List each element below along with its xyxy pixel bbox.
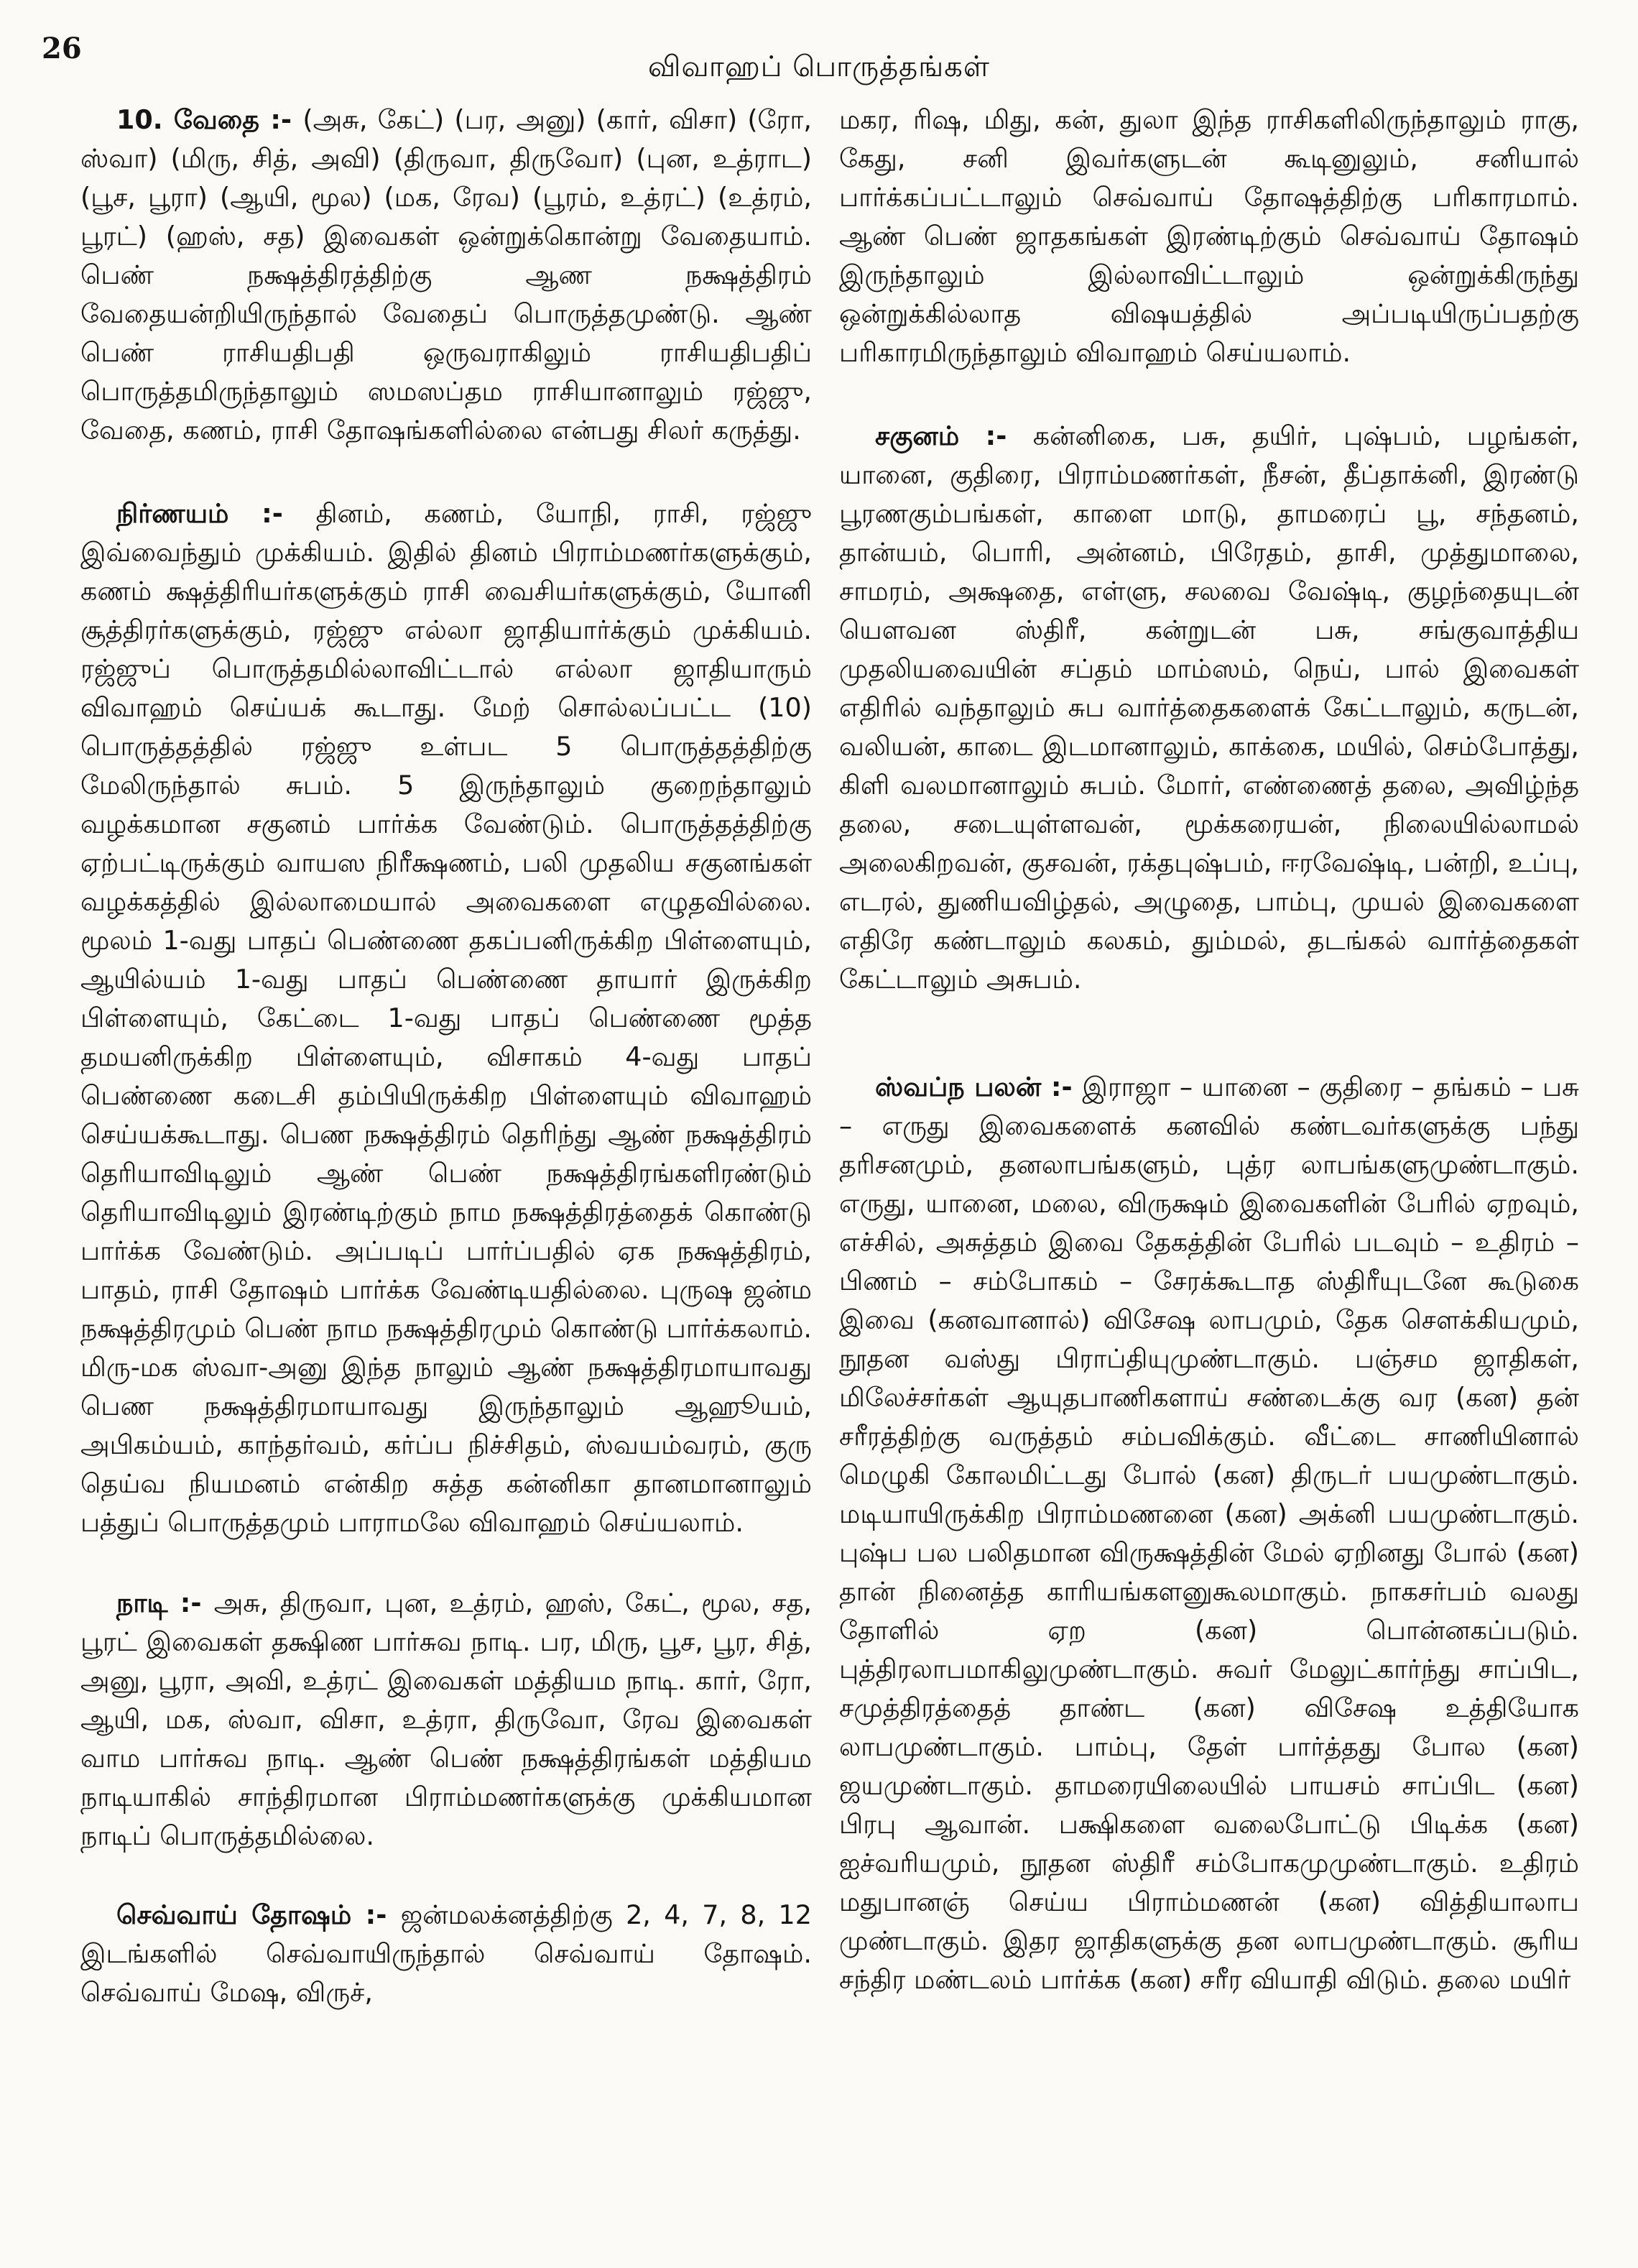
paragraph-text: ஜன்மலக்னத்திற்கு 2, 4, 7, 8, 12 இடங்களில் செவ்வாயிருந்தால் செவ்வாய் தோஷம். செவ்வாய் மேஷ, விருச், (80, 1899, 812, 2008)
paragraph-text: தினம், கணம், யோநி, ராசி, ரஜ்ஜு இவ்வைந்தும் முக்கியம். இதில் தினம் பிராம்மணர்களுக்கும், கணம் க்ஷத்திரியர்களுக்கும் ராசி வைசியர்களுக்கும், யோனி சூத்திரர்களுக்கும், ரஜ்ஜு எல்லா ஜாதியார்க்கும் முக்கியம். ரஜ்ஜுப் பொருத்தமில்லாவிட்டால் எல்லா ஜாதியாரும் விவாஹம் செய்யக் கூடாது. மேற் சொல்லப்பட்ட (10) பொருத்தத்தில் ரஜ்ஜு உள்பட 5 பொருத்தத்திற்கு மேலிருந்தால் சுபம். 5 இருந்தாலும் குறைந்தாலும் வழக்கமான சகுனம் பார்க்க வேண்டும். பொருத்தத்திற்கு ஏற்பட்டிருக்கும் வாயஸ நிரீக்ஷணம், பலி முதலிய சகுனங்கள் வழக்கத்தில் இல்லாமையால் அவைகளை எழுதவில்லை. மூலம் 1-வது பாதப் பெண்ணை தகப்பனிருக்கிற பிள்ளையும், ஆயில்யம் 1-வது பாதப் பெண்ணை தாயார் இருக்கிற பிள்ளையும், கேட்டை 1-வது பாதப் பெண்ணை மூத்த தமயனிருக்கிற பிள்ளையும், விசாகம் 4-வது பாதப் பெண்ணை கடைசி தம்பியிருக்கிற பிள்ளையும் விவாஹம் செய்யக்கூடாது. பெண நக்ஷத்திரம் தெரிந்து ஆண் நக்ஷத்திரம் தெரியாவிடிலும் ஆண் பெண் நக்ஷத்திரங்களிரண்டும் தெரியாவிடிலும் இரண்டிற்கும் நாம நக்ஷத்திரத்தைக் கொண்டு பார்க்க வேண்டும். அப்படிப் பார்ப்பதில் ஏக நக்ஷத்திரம், பாதம், ராசி தோஷம் பார்க்க வேண்டியதில்லை. புருஷ ஜன்ம நக்ஷத்திரமும் பெண் நாம நக்ஷத்திரமும் கொண்டு பார்க்கலாம். மிரு-மக ஸ்வா-அனு இந்த நாலும் ஆண் நக்ஷத்திரமாயாவது பெண நக்ஷத்திரமாயாவது இருந்தாலும் ஆஹூயம், அபிகம்யம், காந்தர்வம், கர்ப்ப நிச்சிதம், ஸ்வயம்வரம், குரு தெய்வ நியமனம் என்கிற சுத்த கன்னிகா தானமானாலும் பத்துப் பொருத்தமும் பாராமலே விவாஹம் செய்யலாம். (80, 498, 812, 1538)
paragraph-text: (அசு, கேட்) (பர, அனு) (கார், விசா) (ரோ, ஸ்வா) (மிரு, சித், அவி) (திருவா, திருவோ) (புன, உத்ராட) (பூச, பூரா) (ஆயி, மூல) (மக, ரேவ) (பூரம், உத்ரட்) (உத்ரம், பூரட்) (ஹஸ், சத) இவைகள் ஒன்றுக்கொன்று வேதையாம். பெண் நக்ஷத்திரத்திற்கு ஆண நக்ஷத்திரம் வேதையன்றியிருந்தால் வேதைப் பொருத்தமுண்டு. ஆண் பெண் ராசியதிபதி ஒருவராகிலும் ராசியதிபதிப் பொருத்தமிருந்தாலும் ஸமஸப்தம ராசியானாலும் ரஜ்ஜு, வேதை, கணம், ராசி தோஷங்களில்லை என்பது சிலர் கருத்து. (80, 104, 812, 446)
page-number: 26 (42, 32, 82, 65)
paragraph-text: கன்னிகை, பசு, தயிர், புஷ்பம், பழங்கள், யானை, குதிரை, பிராம்மணர்கள், நீசன், தீப்தாக்னி, இரண்டு பூரணகும்பங்கள், காளை மாடு, தாமரைப் பூ, சந்தனம், தான்யம், பொரி, அன்னம், பிரேதம், தாசி, முத்துமாலை, சாமரம், அக்ஷதை, எள்ளு, சலவை வேஷ்டி, குழந்தையுடன் யௌவன ஸ்திரீ, கன்றுடன் பசு, சங்குவாத்திய முதலியவையின் சப்தம் மாம்ஸம், நெய், பால் இவைகள் எதிரில் வந்தாலும் சுப வார்த்தைகளைக் கேட்டாலும், கருடன், வலியன், காடை இடமானாலும், காக்கை, மயில், செம்போத்து, கிளி வலமானாலும் சுபம். மோர், எண்ணைத் தலை, அவிழ்ந்த தலை, சடையுள்ளவன், மூக்கரையன், நிலையில்லாமல் அலைகிறவன், குசவன், ரக்தபுஷ்பம், ஈரவேஷ்டி, பன்றி, உப்பு, எடரல், துணியவிழ்தல், அழுதை, பாம்பு, முயல் இவைகளை எதிரே கண்டாலும் கலகம், தும்மல், தடங்கல் வார்த்தைகள் கேட்டாலும் அசுபம். (839, 420, 1579, 995)
paragraph-heading: நாடி :- (116, 1587, 214, 1618)
paragraph-sagunam (839, 417, 1579, 999)
paragraph-text: இராஜா – யானை – குதிரை – தங்கம் – பசு – எருது இவைகளைக் கனவில் கண்டவர்களுக்கு பந்து தரிசனமும், தனலாபங்களும், புத்ர லாபங்களுமுண்டாகும். எருது, யானை, மலை, விருக்ஷம் இவைகளின் பேரில் ஏறவும், எச்சில், அசுத்தம் இவை தேகத்தின் பேரில் படவும் – உதிரம் – பிணம் – சம்போகம் – சேரக்கூடாத ஸ்திரீயுடனே கூடுகை இவை (கனவானால்) விசேஷ லாபமும், தேக சௌக்கியமும், நூதன வஸ்து பிராப்தியுமுண்டாகும். பஞ்சம ஜாதிகள், மிலேச்சர்கள் ஆயுதபாணிகளாய் சண்டைக்கு வர (கன) தன் சரீரத்திற்கு வருத்தம் சம்பவிக்கும். வீட்டை சாணியினால் மெழுகி கோலமிட்டது போல் (கன) திருடர் பயமுண்டாகும். மடியாயிருக்கிற பிராம்மணனை (கன) அக்னி பயமுண்டாகும். புஷ்ப பல பலிதமான விருக்ஷத்தின் மேல் ஏறினது போல் (கன) தான் நினைத்த காரியங்களனுகூலமாகும். நாகசர்பம் வலது தோளில் ஏற (கன) பொன்னகப்படும். புத்திரலாபமாகிலுமுண்டாகும். சுவர் மேலுட்கார்ந்து சாப்பிட, சமுத்திரத்தைத் தாண்ட (கன) விசேஷ உத்தியோக லாபமுண்டாகும். பாம்பு, தேள் பார்த்தது போல (கன) ஜயமுண்டாகும். தாமரையிலையில் பாயசம் சாப்பிட (கன) பிரபு ஆவான். பக்ஷிகளை வலைபோட்டு பிடிக்க (கன) ஐச்வரியமும், நூதன ஸ்திரீ சம்போகமுமுண்டாகும். உதிரம் மதுபானஞ் செய்ய பிராம்மணன் (கன) வித்தியாலாப முண்டாகும். இதர ஜாதிகளுக்கு தன லாபமுண்டாகும். சூரிய சந்திர மண்டலம் பார்க்க (கன) சரீர வியாதி விடும். தலை மயிர் (839, 1071, 1579, 1995)
left-column (80, 101, 812, 2249)
paragraph-vedhai (80, 101, 812, 450)
paragraph-swapna-palan (839, 1068, 1579, 1999)
paragraph-sevvai-dosham (80, 1896, 812, 2012)
paragraph-sevvai-continued (839, 101, 1579, 372)
paragraph-text: அசு, திருவா, புன, உத்ரம், ஹஸ், கேட், மூல, சத, பூரட் இவைகள் தக்ஷிண பார்சுவ நாடி. பர, மிரு, பூச, பூர, சித், அனு, பூரா, அவி, உத்ரட் இவைகள் மத்தியம நாடி. கார், ரோ, ஆயி, மக, ஸ்வா, விசா, உத்ரா, திருவோ, ரேவ இவைகள் வாம பார்சுவ நாடி. ஆண் பெண் நக்ஷத்திரங்கள் மத்தியம நாடியாகில் சாந்திரமான பிராம்மணர்களுக்கு முக்கியமான நாடிப் பொருத்தமில்லை. (80, 1587, 812, 1851)
running-header: விவாஹப் பொருத்தங்கள் (648, 50, 990, 83)
paragraph-heading: செவ்வாய் தோஷம் :- (116, 1899, 401, 1930)
paragraph-naadi (80, 1584, 812, 1856)
paragraph-nirnayam (80, 494, 812, 1542)
paragraph-heading: 10. வேதை :- (116, 104, 302, 135)
paragraph-heading: சகுனம் :- (875, 420, 1033, 451)
paragraph-heading: நிர்ணயம் :- (116, 498, 316, 529)
paragraph-text: மகர, ரிஷ, மிது, கன், துலா இந்த ராசிகளிலிருந்தாலும் ராகு, கேது, சனி இவர்களுடன் கூடினுலும், சனியால் பார்க்கப்பட்டாலும் செவ்வாய் தோஷத்திற்கு பரிகாரமாம். ஆண் பெண் ஜாதகங்கள் இரண்டிற்கும் செவ்வாய் தோஷம் இருந்தாலும் இல்லாவிட்டாலும் ஒன்றுக்கிருந்து ஒன்றுக்கில்லாத விஷயத்தில் அப்படியிருப்பதற்கு பரிகாரமிருந்தாலும் விவாஹம் செய்யலாம். (839, 104, 1579, 368)
right-column (839, 101, 1579, 2249)
paragraph-heading: ஸ்வப்ந பலன் :- (875, 1071, 1082, 1102)
